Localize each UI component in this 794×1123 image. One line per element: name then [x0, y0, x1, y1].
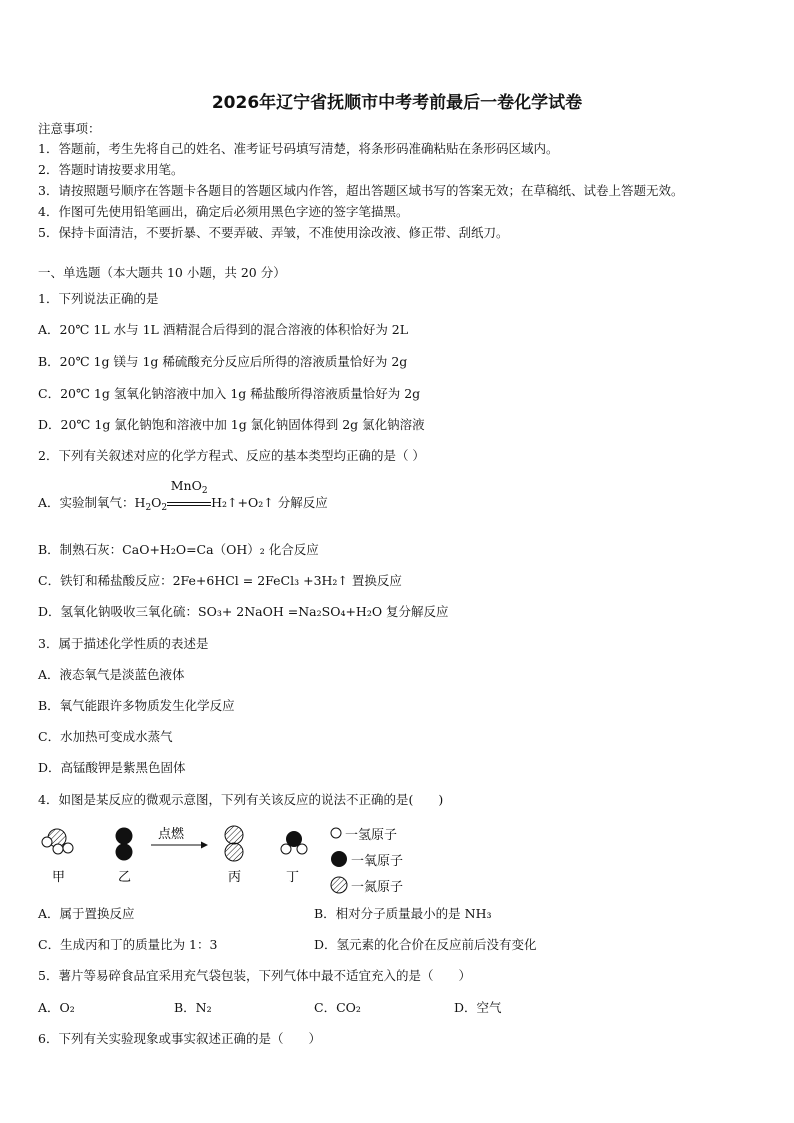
- label-ding: 丁: [286, 870, 300, 885]
- notice-item: 3．请按照题号顺序在答题卡各题目的答题区域内作答，超出答题区域书写的答案无效；在草稿纸、试卷上答题无效。: [38, 183, 684, 198]
- legend-nitrogen: 一氮原子: [330, 872, 403, 898]
- molecule-ding: [281, 831, 307, 854]
- q3-option-a: A．液态氧气是淡蓝色液体: [38, 667, 185, 682]
- q5-option-d: D．空气: [454, 1000, 502, 1015]
- oxygen-atom-icon: [330, 850, 348, 868]
- q2-option-c: C．铁钉和稀盐酸反应：2Fe+6HCl = 2FeCl₃ +3H₂↑ 置换反应: [38, 573, 402, 588]
- catalyst-equals: MnO$_2$: [167, 495, 211, 511]
- notice-heading: 注意事项：: [38, 121, 101, 136]
- q4-option-b: B．相对分子质量最小的是 NH₃: [314, 906, 492, 921]
- q1-option-d: D．20℃ 1g 氯化钠饱和溶液中加 1g 氯化钠固体得到 2g 氯化钠溶液: [38, 417, 425, 432]
- q2-stem: 2．下列有关叙述对应的化学方程式、反应的基本类型均正确的是（ ）: [38, 448, 425, 463]
- q3-option-d: D．高锰酸钾是紫黑色固体: [38, 760, 186, 775]
- notice-item: 4．作图可先使用铅笔画出，确定后必须用黑色字迹的签字笔描黑。: [38, 204, 409, 219]
- molecule-bing: [225, 826, 243, 861]
- q3-stem: 3．属于描述化学性质的表述是: [38, 636, 209, 651]
- molecule-yi: [116, 828, 133, 861]
- q6-stem: 6．下列有关实验现象或事实叙述正确的是（ ）: [38, 1031, 321, 1046]
- hydrogen-atom-icon: [330, 827, 342, 839]
- q1-option-a: A．20℃ 1L 水与 1L 酒精混合后得到的混合溶液的体积恰好为 2L: [38, 322, 409, 337]
- q4-option-a: A．属于置换反应: [38, 906, 135, 921]
- arrow-label: 点燃: [158, 827, 185, 842]
- q3-option-b: B．氧气能跟许多物质发生化学反应: [38, 698, 235, 713]
- notice-item: 2．答题时请按要求用笔。: [38, 162, 184, 177]
- q4-option-c: C．生成丙和丁的质量比为 1：3: [38, 937, 218, 952]
- q5-option-b: B．N₂: [174, 1000, 212, 1015]
- page-title: 2026年辽宁省抚顺市中考考前最后一卷化学试卷: [211, 93, 583, 113]
- q5-option-a: A．O₂: [38, 1000, 75, 1015]
- q5-stem: 5．薯片等易碎食品宜采用充气袋包装，下列气体中最不适宜充入的是（ ）: [38, 968, 471, 983]
- notice-item: 5．保持卡面清洁，不要折暴、不要弄破、弄皱，不准使用涂改液、修正带、刮纸刀。: [38, 225, 509, 240]
- q2-option-b: B．制熟石灰：CaO+H₂O=Ca（OH）₂ 化合反应: [38, 542, 319, 557]
- legend-hydrogen: 一氢原子: [330, 820, 403, 846]
- label-yi: 乙: [118, 870, 132, 885]
- q1-option-b: B．20℃ 1g 镁与 1g 稀硫酸充分反应后所得的溶液质量恰好为 2g: [38, 354, 408, 369]
- section-heading: 一、单选题（本大题共 10 小题，共 20 分）: [38, 265, 286, 280]
- reaction-arrow: [151, 842, 208, 849]
- label-jia: 甲: [52, 870, 66, 885]
- notice-item: 1．答题前，考生先将自己的姓名、准考证号码填写清楚，将条形码准确粘贴在条形码区域内。: [38, 141, 559, 156]
- nitrogen-atom-icon: [330, 876, 348, 894]
- diagram-legend: [330, 820, 403, 898]
- q1-stem: 1．下列说法正确的是: [38, 291, 159, 306]
- legend-oxygen: 一氧原子: [330, 846, 403, 872]
- q4-option-d: D．氢元素的化合价在反应前后没有变化: [314, 937, 537, 952]
- q3-option-c: C．水加热可变成水蒸气: [38, 729, 173, 744]
- label-bing: 丙: [228, 870, 242, 885]
- q4-stem: 4．如图是某反应的微观示意图，下列有关该反应的说法不正确的是( ): [38, 792, 444, 807]
- q2-option-d: D．氢氧化钠吸收三氧化硫：SO₃+ 2NaOH =Na₂SO₄+H₂O 复分解反应: [38, 604, 449, 619]
- q1-option-c: C．20℃ 1g 氢氧化钠溶液中加入 1g 稀盐酸所得溶液质量恰好为 2g: [38, 386, 421, 401]
- q5-option-c: C．CO₂: [314, 1000, 361, 1015]
- molecule-jia: [42, 829, 73, 854]
- q2-option-a: A．实验制氧气：$H_2O_2$ MnO$_2$ H₂↑+O₂↑ 分解反应: [38, 478, 328, 513]
